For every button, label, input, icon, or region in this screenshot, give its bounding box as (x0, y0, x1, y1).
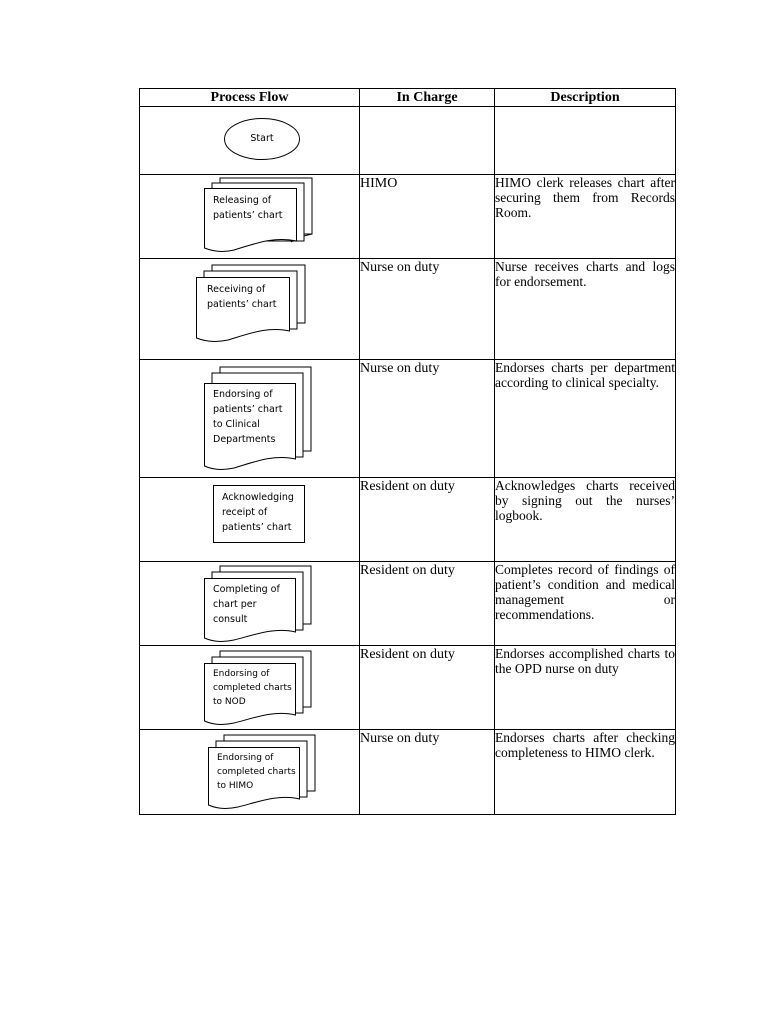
shape-label: Endorsing of completed charts to HIMO (217, 753, 296, 791)
multidocument-shape (204, 367, 312, 471)
in-charge-cell: Nurse on duty (360, 259, 495, 360)
multidocument-shape (204, 566, 312, 642)
description-cell: HIMO clerk releases chart after securing them from Records Room. (495, 175, 676, 259)
shape-label: Start (250, 133, 274, 144)
in-charge-cell: Resident on duty (360, 478, 495, 562)
shape-label: Releasing of patients’ chart (213, 195, 283, 221)
in-charge-cell: Nurse on duty (360, 360, 495, 478)
description-cell: Acknowledges charts received by signing out the nurses’ logbook. (495, 478, 676, 562)
table-row (140, 175, 676, 259)
table-row (140, 107, 676, 175)
process-flow-document (139, 88, 675, 815)
multidocument-shape (204, 178, 312, 253)
process-flow-cell (140, 175, 360, 259)
table-row (140, 646, 676, 730)
multidocument-shape (204, 651, 312, 725)
process-flow-cell (140, 646, 360, 730)
description-cell: Endorses charts per department according to clinical specialty. (495, 360, 676, 478)
process-flow-cell (140, 360, 360, 478)
in-charge-cell: Resident on duty (360, 562, 495, 646)
multidocument-shape (196, 265, 306, 343)
shape-label: Endorsing of completed charts to NOD (213, 669, 292, 707)
description-cell: Endorses charts after checking completeness to HIMO clerk. (495, 730, 676, 815)
description-cell (495, 107, 676, 175)
shape-label: Receiving of patients’ chart (207, 284, 277, 310)
in-charge-cell (360, 107, 495, 175)
process-flow-cell (140, 478, 360, 562)
header-process-flow: Process Flow (140, 89, 360, 107)
process-flow-cell (140, 730, 360, 815)
table-row (140, 730, 676, 815)
in-charge-cell: HIMO (360, 175, 495, 259)
shape-label: Acknowledging receipt of patients’ chart (222, 492, 294, 533)
multidocument-shape (208, 735, 316, 809)
process-box-shape (213, 485, 305, 543)
process-flow-cell (140, 562, 360, 646)
table-row (140, 259, 676, 360)
process-flow-table (139, 88, 676, 815)
process-flow-cell (140, 107, 360, 175)
description-cell: Completes record of findings of patient’s condition and medical management or recommendations. (495, 562, 676, 646)
in-charge-cell: Nurse on duty (360, 730, 495, 815)
table-row (140, 478, 676, 562)
in-charge-cell: Resident on duty (360, 646, 495, 730)
description-cell: Endorses accomplished charts to the OPD nurse on duty (495, 646, 676, 730)
shape-label: Completing of chart per consult (213, 584, 280, 625)
header-in-charge: In Charge (360, 89, 495, 107)
process-flow-cell (140, 259, 360, 360)
table-row (140, 562, 676, 646)
shape-label: Endorsing of patients’ chart to Clinical Departments (213, 389, 283, 445)
header-description: Description (495, 89, 676, 107)
start-terminator-shape (224, 118, 300, 160)
table-row (140, 360, 676, 478)
table-header-row (140, 89, 676, 107)
description-cell: Nurse receives charts and logs for endorsement. (495, 259, 676, 360)
